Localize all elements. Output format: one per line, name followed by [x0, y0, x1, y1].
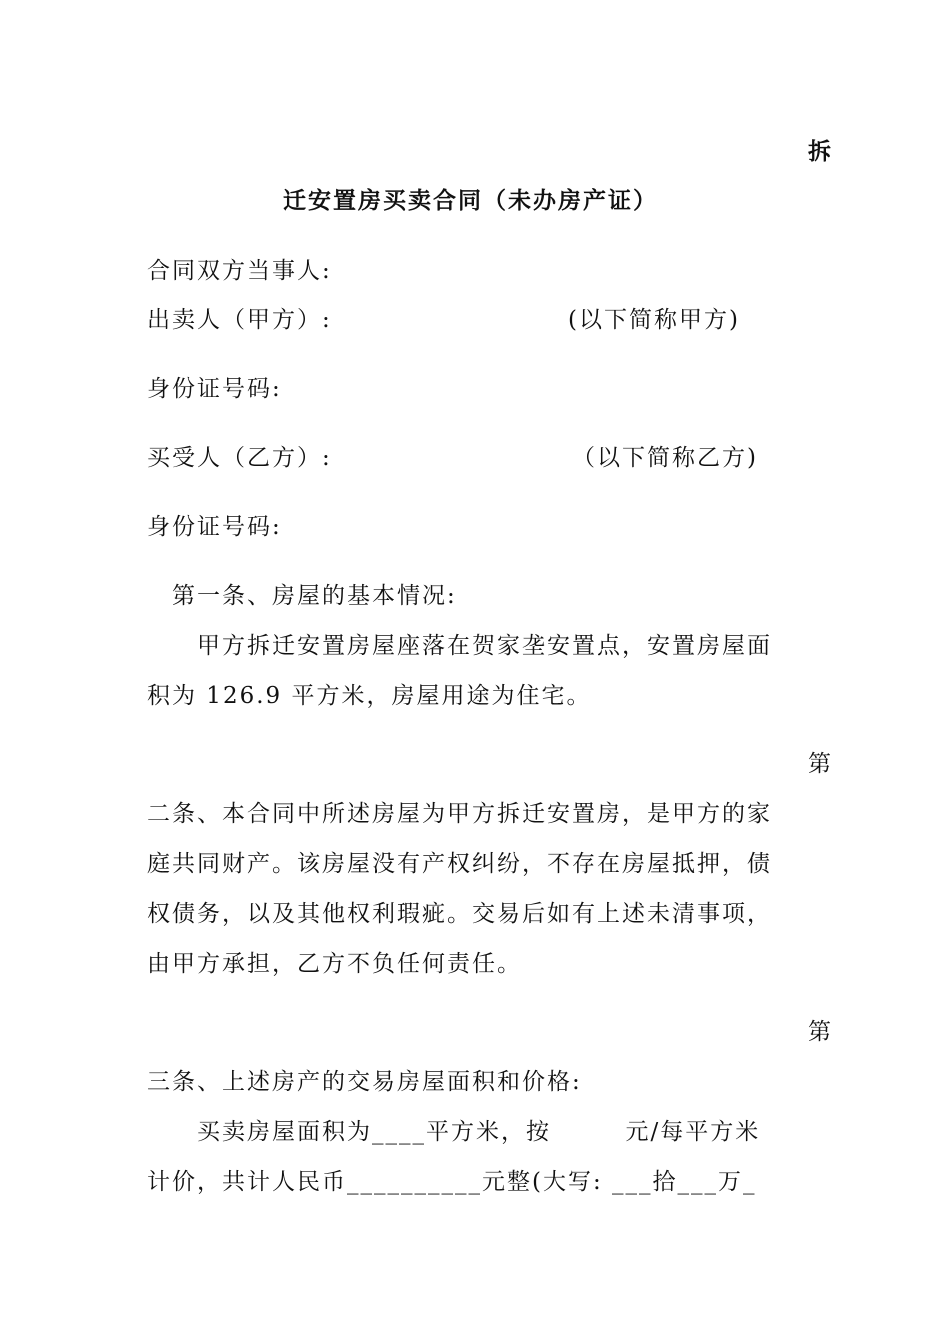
seller-label: 出卖人（甲方）: [147, 307, 332, 333]
article2-line-4: 由甲方承担，乙方不负任何责任。 [147, 951, 522, 977]
article1-line-1: 甲方拆迁安置房屋座落在贺家垄安置点，安置房屋面 [197, 633, 772, 659]
buyer-alias: （以下简称乙方) [572, 445, 758, 471]
article1-line-2: 积为 126.9 平方米，房屋用途为住宅。 [147, 683, 592, 709]
article2-line-3: 权债务，以及其他权利瑕疵。交易后如有上述未清事项， [147, 901, 772, 927]
buyer-label: 买受人（乙方）: [147, 445, 332, 471]
page-title: 迁安置房买卖合同（未办房产证） [283, 187, 658, 214]
article3-line-3: 计价，共计人民币__________元整(大写: ___拾___万_ [147, 1169, 757, 1195]
buyer-id-label: 身份证号码: [147, 514, 282, 540]
article2-line-2: 庭共同财产。该房屋没有产权纠纷，不存在房屋抵押，债 [147, 851, 772, 877]
parties-heading: 合同双方当事人: [147, 258, 332, 284]
article3-line-1: 三条、上述房产的交易房屋面积和价格: [147, 1069, 582, 1095]
seller-id-label: 身份证号码: [147, 376, 282, 402]
article2-first-char: 第 [808, 751, 833, 777]
seller-alias: (以下简称甲方) [568, 307, 740, 333]
article1-heading: 第一条、房屋的基本情况: [172, 583, 457, 609]
article3-line-2: 买卖房屋面积为____平方米，按 元/每平方米 [197, 1119, 761, 1145]
article3-first-char: 第 [808, 1019, 833, 1045]
title-first-char: 拆 [808, 138, 833, 165]
article2-line-1: 二条、本合同中所述房屋为甲方拆迁安置房，是甲方的家 [147, 801, 772, 827]
